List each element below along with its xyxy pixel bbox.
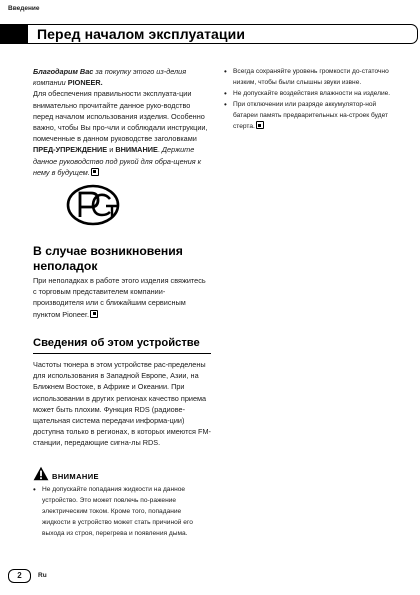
end-mark-icon	[256, 121, 264, 129]
about-heading: Сведения об этом устройстве	[33, 337, 200, 349]
intro-brand: PIONEER.	[67, 78, 103, 88]
page-number: 2	[8, 569, 31, 583]
intro-thanks: Благодарим Вас	[33, 67, 94, 76]
pct-certification-logo	[66, 183, 122, 227]
list-item: • Всегда сохраняйте уровень громкости до-статочно низким, чтобы были слышны звуки извне.	[224, 66, 396, 88]
about-heading-rule	[33, 353, 211, 354]
end-mark-icon	[90, 310, 98, 318]
intro-warning-word: ВНИМАНИЕ	[115, 145, 158, 155]
list-item: • Не допускайте попадания жидкости на данное устройство. Это может повлечь по-ражение электрическим током. Кроме того, попадание жидкости в устройство может стать причиной его выхода из строя, перегрева и появления дыма.	[33, 484, 211, 539]
about-text: Частоты тюнера в этом устройстве рас-пределены для использования в Западной Европе, Азии, на Ближнем Востоке, в Африке и Океании. При использовании в других регионах качество приема может быть плохим. Функция RDS (радиове-щательная система передачи информа-ции) доступна только в регионах, в которых имеются FM-станции, передающие сигна-лы RDS.	[33, 360, 211, 448]
about-block	[33, 359, 211, 449]
intro-precaution: ПРЕД-УПРЕЖДЕНИЕ	[33, 145, 108, 155]
language-code: Ru	[38, 572, 47, 579]
list-item	[224, 99, 396, 132]
page-title: Перед началом эксплуатации	[37, 26, 246, 42]
right-column	[224, 66, 396, 132]
warning-triangle-icon	[33, 466, 49, 481]
intro-thanks-3: делия компании	[33, 67, 187, 88]
caution-list	[33, 484, 211, 539]
list-item-text: При отключении или разряде аккумулятор-ной батареи память предварительных на-строек будет стерта.	[233, 101, 389, 130]
section-tag: Введение	[8, 5, 40, 12]
list-item: • Не допускайте воздействия влажности на изделие.	[224, 88, 396, 99]
intro-body-1: Для обеспечения правильности эксплуата-ции внимательно прочитайте данное руко-водство перед началом использования изделия. Особенно важно, чтобы Вы про-чли и соблюдали инструкции, помеченные в данном руководстве заголовками	[33, 89, 208, 144]
intro-keep-note: Держите данное руководство под рукой для обра-щения к нему в будущем.	[33, 145, 202, 177]
intro-body-2: .	[157, 145, 162, 155]
end-mark-icon	[91, 168, 99, 176]
pct-logo-icon	[66, 183, 122, 227]
caution-label: ВНИМАНИЕ	[52, 472, 99, 481]
header-black-block	[0, 24, 28, 44]
intro-thanks-2: за покупку этого из-	[93, 67, 167, 76]
caution-heading	[33, 466, 211, 482]
troubleshooting-heading: В случае возникновения неполадок	[33, 244, 183, 273]
troubleshooting-block	[33, 275, 211, 320]
intro-and: и	[107, 145, 116, 155]
troubleshooting-text	[33, 275, 211, 320]
intro-body	[33, 88, 211, 178]
intro-paragraph	[33, 66, 211, 88]
troubleshooting-text-span: При неполадках в работе этого изделия свяжитесь с торговым представителем компании-производителя или с ближайшим сервисным пунктом Pioneer.	[33, 276, 206, 319]
intro-block	[33, 66, 211, 178]
header-bar	[0, 24, 420, 44]
